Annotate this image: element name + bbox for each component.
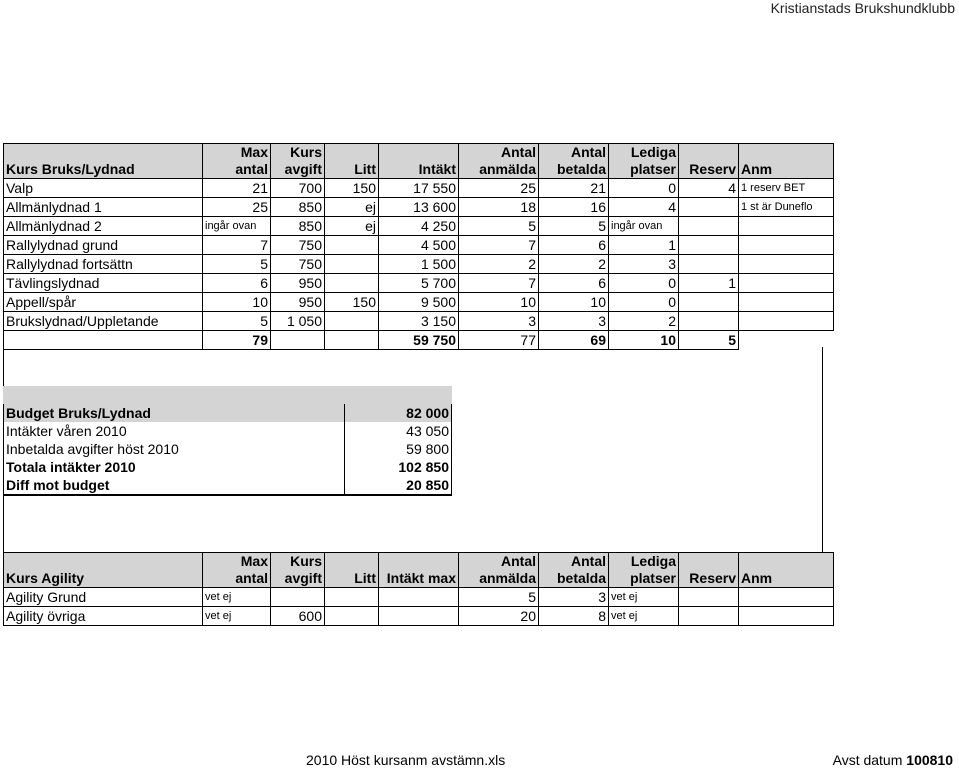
table-cell: 5 bbox=[459, 217, 539, 236]
table-cell: 2 bbox=[459, 255, 539, 274]
col-kurs: Kurs avgift bbox=[271, 144, 325, 179]
table-cell: 850 bbox=[271, 198, 325, 217]
table-cell: 6 bbox=[539, 236, 609, 255]
table-cell: 600 bbox=[271, 607, 325, 626]
table-row bbox=[4, 312, 834, 331]
total-max: 79 bbox=[203, 331, 271, 350]
table-cell bbox=[679, 312, 739, 331]
budget-value: 102 850 bbox=[345, 458, 452, 476]
table-cell: 2 bbox=[539, 255, 609, 274]
table-cell bbox=[679, 607, 739, 626]
budget-row bbox=[4, 476, 452, 495]
budget-row bbox=[4, 404, 452, 422]
table-cell bbox=[679, 236, 739, 255]
table-cell bbox=[325, 236, 379, 255]
budget-value: 59 800 bbox=[345, 440, 452, 458]
total-reserv: 5 bbox=[679, 331, 739, 350]
bruks-header-row bbox=[4, 144, 834, 179]
table-cell: 6 bbox=[203, 274, 271, 293]
budget-header-band bbox=[3, 386, 452, 404]
table-cell bbox=[739, 588, 834, 607]
table-cell bbox=[271, 588, 325, 607]
table-cell bbox=[739, 293, 834, 312]
budget-value: 43 050 bbox=[345, 422, 452, 440]
table-cell: Rallylydnad fortsättn bbox=[4, 255, 203, 274]
budget-label: Budget Bruks/Lydnad bbox=[4, 404, 345, 422]
table-cell: 9 500 bbox=[379, 293, 459, 312]
table-cell: ej bbox=[325, 198, 379, 217]
table-cell bbox=[739, 312, 834, 331]
table-cell bbox=[679, 293, 739, 312]
table-cell: 1 bbox=[679, 274, 739, 293]
bruks-table bbox=[3, 143, 834, 350]
table-cell: 3 bbox=[459, 312, 539, 331]
table-cell: 0 bbox=[609, 274, 679, 293]
table-cell bbox=[679, 198, 739, 217]
table-cell: vet ej bbox=[203, 607, 271, 626]
table-cell: 7 bbox=[203, 236, 271, 255]
table-cell: ingår ovan bbox=[609, 217, 679, 236]
table-cell: 5 bbox=[539, 217, 609, 236]
table-cell: 25 bbox=[459, 179, 539, 198]
table-cell: 18 bbox=[459, 198, 539, 217]
total-anmalda: 77 bbox=[459, 331, 539, 350]
table-cell: 5 700 bbox=[379, 274, 459, 293]
table-cell: ingår ovan bbox=[203, 217, 271, 236]
budget-table bbox=[3, 404, 452, 496]
table-cell: 150 bbox=[325, 179, 379, 198]
table-cell: Valp bbox=[4, 179, 203, 198]
table-cell: 3 bbox=[609, 255, 679, 274]
table-row bbox=[4, 274, 834, 293]
table-cell: 25 bbox=[203, 198, 271, 217]
table-cell: 1 st är Duneflo bbox=[739, 198, 834, 217]
table-cell bbox=[679, 255, 739, 274]
table-cell: 21 bbox=[203, 179, 271, 198]
table-cell: 1 500 bbox=[379, 255, 459, 274]
table-cell: 4 250 bbox=[379, 217, 459, 236]
budget-label: Diff mot budget bbox=[4, 476, 345, 495]
col-intakt-max: Intäkt max bbox=[379, 553, 459, 588]
footer-date: Avst datum 100810 bbox=[832, 752, 953, 768]
table-cell: Brukslydnad/Uppletande bbox=[4, 312, 203, 331]
table-cell: Allmänlydnad 2 bbox=[4, 217, 203, 236]
table-cell: 7 bbox=[459, 274, 539, 293]
table-row bbox=[4, 255, 834, 274]
table-cell bbox=[325, 255, 379, 274]
table-cell bbox=[739, 236, 834, 255]
budget-value: 82 000 bbox=[345, 404, 452, 422]
table-cell bbox=[325, 312, 379, 331]
table-cell: 950 bbox=[271, 274, 325, 293]
budget-label: Inbetalda avgifter höst 2010 bbox=[4, 440, 345, 458]
table-cell: 950 bbox=[271, 293, 325, 312]
footer-filename: 2010 Höst kursanm avstämn.xls bbox=[306, 752, 506, 768]
table-row bbox=[4, 588, 834, 607]
budget-value: 20 850 bbox=[345, 476, 452, 495]
table-cell: 3 150 bbox=[379, 312, 459, 331]
table-cell: 20 bbox=[459, 607, 539, 626]
budget-block bbox=[3, 386, 452, 496]
table-row bbox=[4, 179, 834, 198]
table-cell bbox=[739, 607, 834, 626]
total-lediga: 10 bbox=[609, 331, 679, 350]
col-intakt: Intäkt bbox=[379, 144, 459, 179]
total-intakt: 59 750 bbox=[379, 331, 459, 350]
table-cell bbox=[379, 588, 459, 607]
table-cell: 13 600 bbox=[379, 198, 459, 217]
table-cell: 150 bbox=[325, 293, 379, 312]
budget-row bbox=[4, 440, 452, 458]
table-cell: 8 bbox=[539, 607, 609, 626]
col-lediga: Lediga platser bbox=[609, 144, 679, 179]
table-cell: 4 bbox=[679, 179, 739, 198]
table-cell: vet ej bbox=[609, 607, 679, 626]
table-cell bbox=[325, 607, 379, 626]
budget-label: Intäkter våren 2010 bbox=[4, 422, 345, 440]
table-row bbox=[4, 607, 834, 626]
table-cell: 4 bbox=[609, 198, 679, 217]
table-cell: 21 bbox=[539, 179, 609, 198]
table-row bbox=[4, 217, 834, 236]
agility-title: Kurs Agility bbox=[4, 553, 203, 588]
table-cell: 7 bbox=[459, 236, 539, 255]
budget-label: Totala intäkter 2010 bbox=[4, 458, 345, 476]
col-max: Max antal bbox=[203, 144, 271, 179]
table-cell bbox=[325, 274, 379, 293]
table-cell: 10 bbox=[459, 293, 539, 312]
table-cell: ej bbox=[325, 217, 379, 236]
table-cell: 1 reserv BET bbox=[739, 179, 834, 198]
table-cell: 2 bbox=[609, 312, 679, 331]
table-cell: Rallylydnad grund bbox=[4, 236, 203, 255]
agility-table bbox=[3, 552, 834, 626]
table-row bbox=[4, 198, 834, 217]
col-anm: Anm bbox=[739, 144, 834, 179]
table-cell: 850 bbox=[271, 217, 325, 236]
table-cell: vet ej bbox=[203, 588, 271, 607]
table-cell bbox=[379, 607, 459, 626]
table-cell: 3 bbox=[539, 588, 609, 607]
agility-header-row: Kurs Agility Max antal Kurs avgift Litt Intäkt max Antal anmälda Antal betalda Lediga platser Reserv Anm bbox=[4, 553, 834, 588]
col-litt: Litt bbox=[325, 144, 379, 179]
table-cell: 10 bbox=[539, 293, 609, 312]
table-cell bbox=[739, 255, 834, 274]
table-cell: 6 bbox=[539, 274, 609, 293]
budget-row bbox=[4, 422, 452, 440]
table-cell: Tävlingslydnad bbox=[4, 274, 203, 293]
budget-row bbox=[4, 458, 452, 476]
table-cell: 17 550 bbox=[379, 179, 459, 198]
table-cell: vet ej bbox=[609, 588, 679, 607]
table-row bbox=[4, 236, 834, 255]
table-cell bbox=[679, 588, 739, 607]
col-anmalda: Antal anmälda bbox=[459, 144, 539, 179]
table-cell: 1 bbox=[609, 236, 679, 255]
col-betalda: Antal betalda bbox=[539, 144, 609, 179]
club-name: Kristianstads Brukshundklubb bbox=[770, 0, 955, 16]
table-cell: Appell/spår bbox=[4, 293, 203, 312]
table-cell bbox=[679, 217, 739, 236]
bruks-title: Kurs Bruks/Lydnad bbox=[4, 144, 203, 179]
table-cell: 700 bbox=[271, 179, 325, 198]
table-cell: 1 050 bbox=[271, 312, 325, 331]
table-cell: 4 500 bbox=[379, 236, 459, 255]
table-cell: Allmänlydnad 1 bbox=[4, 198, 203, 217]
table-cell: 0 bbox=[609, 179, 679, 198]
table-cell: 16 bbox=[539, 198, 609, 217]
total-betalda: 69 bbox=[539, 331, 609, 350]
table-cell: 5 bbox=[203, 255, 271, 274]
table-cell bbox=[739, 217, 834, 236]
table-cell: 3 bbox=[539, 312, 609, 331]
table-cell: 5 bbox=[203, 312, 271, 331]
table-cell: 5 bbox=[459, 588, 539, 607]
table-cell: 10 bbox=[203, 293, 271, 312]
table-cell bbox=[739, 274, 834, 293]
table-cell: 750 bbox=[271, 236, 325, 255]
table-cell bbox=[325, 588, 379, 607]
table-cell: 0 bbox=[609, 293, 679, 312]
table-cell: 750 bbox=[271, 255, 325, 274]
table-cell: Agility Grund bbox=[4, 588, 203, 607]
table-cell: Agility övriga bbox=[4, 607, 203, 626]
table-row bbox=[4, 293, 834, 312]
col-reserv: Reserv bbox=[679, 144, 739, 179]
